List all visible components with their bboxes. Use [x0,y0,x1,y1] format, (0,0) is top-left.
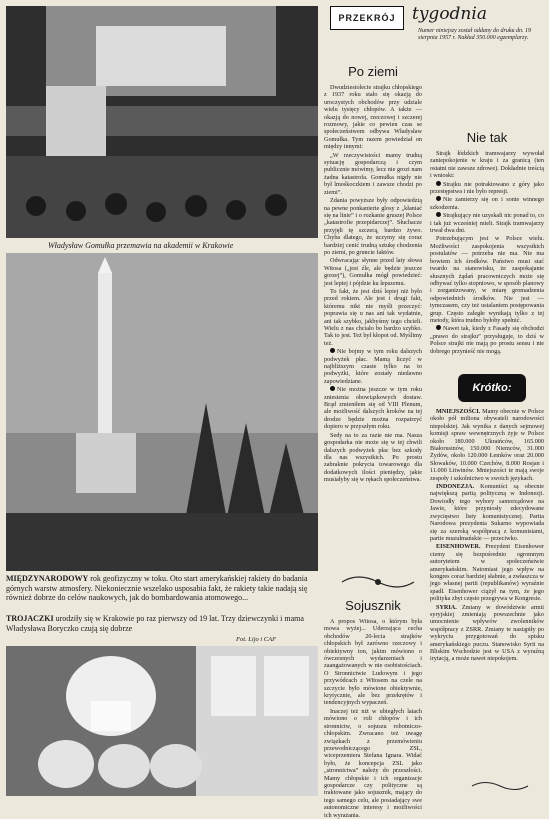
photo2-caption-lead: MIĘDZYNARODOWY [6,574,89,583]
nie-tak-p1: Strajk łódzkich tramwajarzy wywołał zaniepokojenie w kraju i za granicą (ten ostatni nie zawsze zdrowe). Dokładnie treścią i wnioski: [430,150,544,180]
photo-gomulka-image [6,6,318,238]
photo1-caption: Władysław Gomułka przemawia na akademii w Krakowie [48,241,234,250]
sojusznik-p1: A propos Witosa, o którym była mowa wyżej... Uderzająca cecha obchodów 20-lecia strajków chłopskich był zarówno rzeczowy i obiektywny ton, jakim mówiono o ówczesnych wydarzeniach i zaangażowanych w nie osobistościach. O Stronnictwie Ludowym i jego przywódcach z Witosem na czele na szczycie było mówione obiektywnie, krytycznie, ale bez przekrętów i tendencyjnych wypaczeń. [324,618,422,707]
po-ziemi-p8: Sedy na to za razie nie ma. Nasza gospodarka nie może się w tej chwili dalszych podwyżek płac bez szkody dla nas wszystkich. Po prostu zabraknie pokrycia towarowego dla dodatkowych ilości pieniędzy, jakie musiałyby się w rękach społeczeństwa. [324,431,422,484]
photo-triplets-image [6,646,318,796]
masthead-section: tygodnia [412,4,487,24]
ornament-divider [338,570,418,594]
photo-rocket-image [6,253,318,571]
issue-note: Numer niniejszy został oddany do druku dn. 19 sierpnia 1957 r. Nakład 350.000 egzemplarzy. [418,28,531,41]
krotko-item-1: MNIEJSZOŚCI. Mamy obecnie w Polsce około pół miliona obywateli narodowości niepolskiej. Jak wynika z danych sejmowej komisji spraw wewnętrznych żyje w Polsce około 180.000 Ukraińców, 165.000 Białorusinów, 150.000 Niemców, 31.000 Żydów, około 120.000 Łemków oraz 20.000 Słowaków, 10.000 Czechów, 8.000 Rosjan i 11.000 Litwinów. Mniejszości te mają swoje zespoły i szkolnictwo w swoich językach. [430,408,544,482]
article-nie-tak-body [430,150,544,372]
photo2-caption [6,574,318,603]
photo3-credit: Fot. Lijo i CAF [236,636,277,643]
sojusznik-p2: Inaczej też niż w ubiegłych latach mówiono o roli chłopów i ich stronnictw, o sojuszu robotniczo-chłopskim. Zwracano też uwagę związkach z przemówieniu przewodniczącego ZSL, wiceprzemiera Stefana Ignara. Widać było, że koncepcja ZSL jako „stronnictwa” należy do przeszłości. Mamy chłopskie i ich organizacje gospodarcze czy polityczne są traktowane jako sojusznik, mający do tego samego celu, ale posiadający swe autonomiczne interesy i możliwości ich wyrażania. [324,707,422,819]
photo3-caption-lead: TROJACZKI [6,614,54,623]
photo3-caption-text: urodziły się w Krakowie po raz pierwszy od 19 lat. Trzy dziewczynki i mama Władysława Boryczko czują się dobrze [6,614,304,633]
article-po-ziemi-title: Po ziemi [348,64,398,79]
krotko-label: Krótko: [472,382,512,394]
bullet-icon [436,181,441,186]
nie-tak-p2: Strajku nie potraktowano z góry jako przestępstwa i nie było represji. [430,180,544,196]
nie-tak-p4: Strajkujący nie uzyskali nic ponad to, co i tak już wcześniej mieli. Strajk tramwajarzy trwał dwa dni. [430,212,544,235]
po-ziemi-p6: Nie bojmy w tym roku dalszych podwyżek płac. Mamą liczyć w najbliższym czasie tylko na to podwyżki, które zostały niedawno zapowiedziane. [324,348,422,385]
krotko-item-3: EISENHOWER. Prezydent Eisenhower ciemy się bezpośrednio ogromnym autorytetem w społeczeństwie amerykańskim. Natomiast jego wpływ na kongres coraz bardziej słabnie, a zwłaszcza w jego własnej partii (republikanów) wyraźnie spadł. Eisenhower ciążył na tym, że jego polityka zbyt często przegrywa w Kongresie. [430,543,545,603]
article-sojusznik-title: Sojusznik [345,598,401,613]
photo2-caption-text: rok geofizyczny w toku. Oto start amerykańskiej rakiety do badania górnych warstw atmosfery. Niekoniecznie wszelako usposabia fakt, że rakiety takie nadają się również dobrze do celów naukowych, jak do bombardowania atomowego... [6,574,308,602]
po-ziemi-p3: Zdania powyższe były odpowiedzią na pewne ponkanierie glosy z „kłaniać się na linie” i o rozkanie gruszej Polsce „katastrofie przepidarczej”. Słuchacze przyjęli tę szczerą, bardzo żywo. Chyba dlatego, że uczymy się coraz bardziej cenić trudną sztukę chodzenia po ziemi, po gruncie faktów. [324,197,422,256]
photo-rocket [6,253,318,571]
photo-gomulka-academy [6,6,318,238]
photo3-caption [6,614,318,633]
nie-tak-p3: Nie zamierzy się on i sonie winnego szkodzenia. [430,196,544,211]
ornament-icon [338,570,418,594]
nie-tak-p5: Potrzebującym jest w Polsce wielu. Możliwości zaspokojenia wszystkich postulatów — potrzeba nie ma. Nie ma bowiem ich środków. Państwo musi stać twardo na stanowisku, że zaspokajanie słusznych żądań pracowniczych może się odbywać tylko stopniowo, w sposób planowy i zorganizowany, w miarę gromadzenia odpowiednich środków. Nie jest — tymczasem, czy też ustalaniem postępowania grup. Często zaległe wynikają tylko z tej metody, która trudno byłoby spełnić. [430,235,544,324]
swirl-icon [470,779,530,793]
masthead-logo-text: PRZEKRÓJ [338,13,396,23]
po-ziemi-p5: To fakt, że jest dziś lepiej niż było przed rokiem. Ale jest i drugi fakt, któremu nikt nie myśli przeczyć: poprawia się u nas ani tak wydatnie, ani tak szybko, jakbyśmy tego chcieli. Wielu z nas chciało bo bardzo szybko. Tak to jest. Też był kłopot od. Myślimy też. [324,287,422,347]
article-sojusznik-body [324,618,422,819]
end-ornament [470,778,530,792]
po-ziemi-p4: Odwracając słynne przed laty słowa Witosa („jest źle, ale będzie jeszcze gorzej”), Gomułka mógł powiedzieć: jest lepiej i pójdzie ku lepszemu. [324,257,422,287]
po-ziemi-p2: „W rzeczywistości mamy trudną sytuację gospodarczą i czym publicznie mówimy, lecz nie grozi nam żadna katastrofa. Gomułka nigdy nie był lmośkoczkiem i zawsze chodzi po ziemi”. [324,151,422,196]
bullet-icon [436,325,441,330]
photo-triplets [6,646,318,796]
krotko-body [430,408,544,786]
bullet-icon [436,196,441,201]
article-po-ziemi-body [324,84,422,592]
po-ziemi-p1: Dwudziestolecie strajku chłopskiego z 1937 roku stało się okazją do uroczystych obchodów przy udziale wielu tysięcy chłopów. A także — okazją do nowej, rzeczowej i szczerej rozmowy, jakie co pewien czas se społeczeństwem odbywa Władysław Gomułka. Tym razem powiedział on między innymi: [324,84,422,151]
krotko-item-2: INDONEZJA. Komuniści są obecnie największą partią polityczną w Indonezji. Dowiodły tego wybory samorządowe na Jawie, które przyniosły zdecydowane zwycięstwo listy komunistycznej. Partia Narodowa prezydenta Sukarno wypowiada się za szeroką współpracą z komunistami, partie muzułmańskie — przeciwko. [430,483,544,542]
bullet-icon [330,348,335,353]
article-nie-tak-title: Nie tak [466,130,508,145]
masthead-logo [330,6,404,30]
bullet-icon [330,386,335,391]
po-ziemi-p7: Nie można jeszcze w tym roku zniesienia obowiązkowych dostaw. Brąd zmieniłem się od VIII Plenum, ale możliwość dalszych kroków na tej drodze będzie można rozpatrzyć dopiero w przyszłym roku. [324,386,422,431]
krotko-item-4: SYRIA. Zmiany w dowództwie armii syryjskiej zmieniają powszechnie jako umocnienie wpływów zwolenników współpracy z ZSRR. Zmiany te nastąpiły po wykryciu przygotowań do spisku amerykańskiego puczu. Stanowisko Syrii na Bliskim Wschodzie jest w USA z wyraźną irytacją, a może nawet niepokojem. [430,603,545,663]
nie-tak-p6: Nawet tak, kiedy z Fasady się obchodzi „prawo do strajku” przysługuje, to dziś w Polsce strajki nie mają po prostu sensu i nie dobrego przynieść nie mogą. [430,325,544,355]
bullet-icon [436,212,441,217]
krotko-label-box [458,374,526,402]
